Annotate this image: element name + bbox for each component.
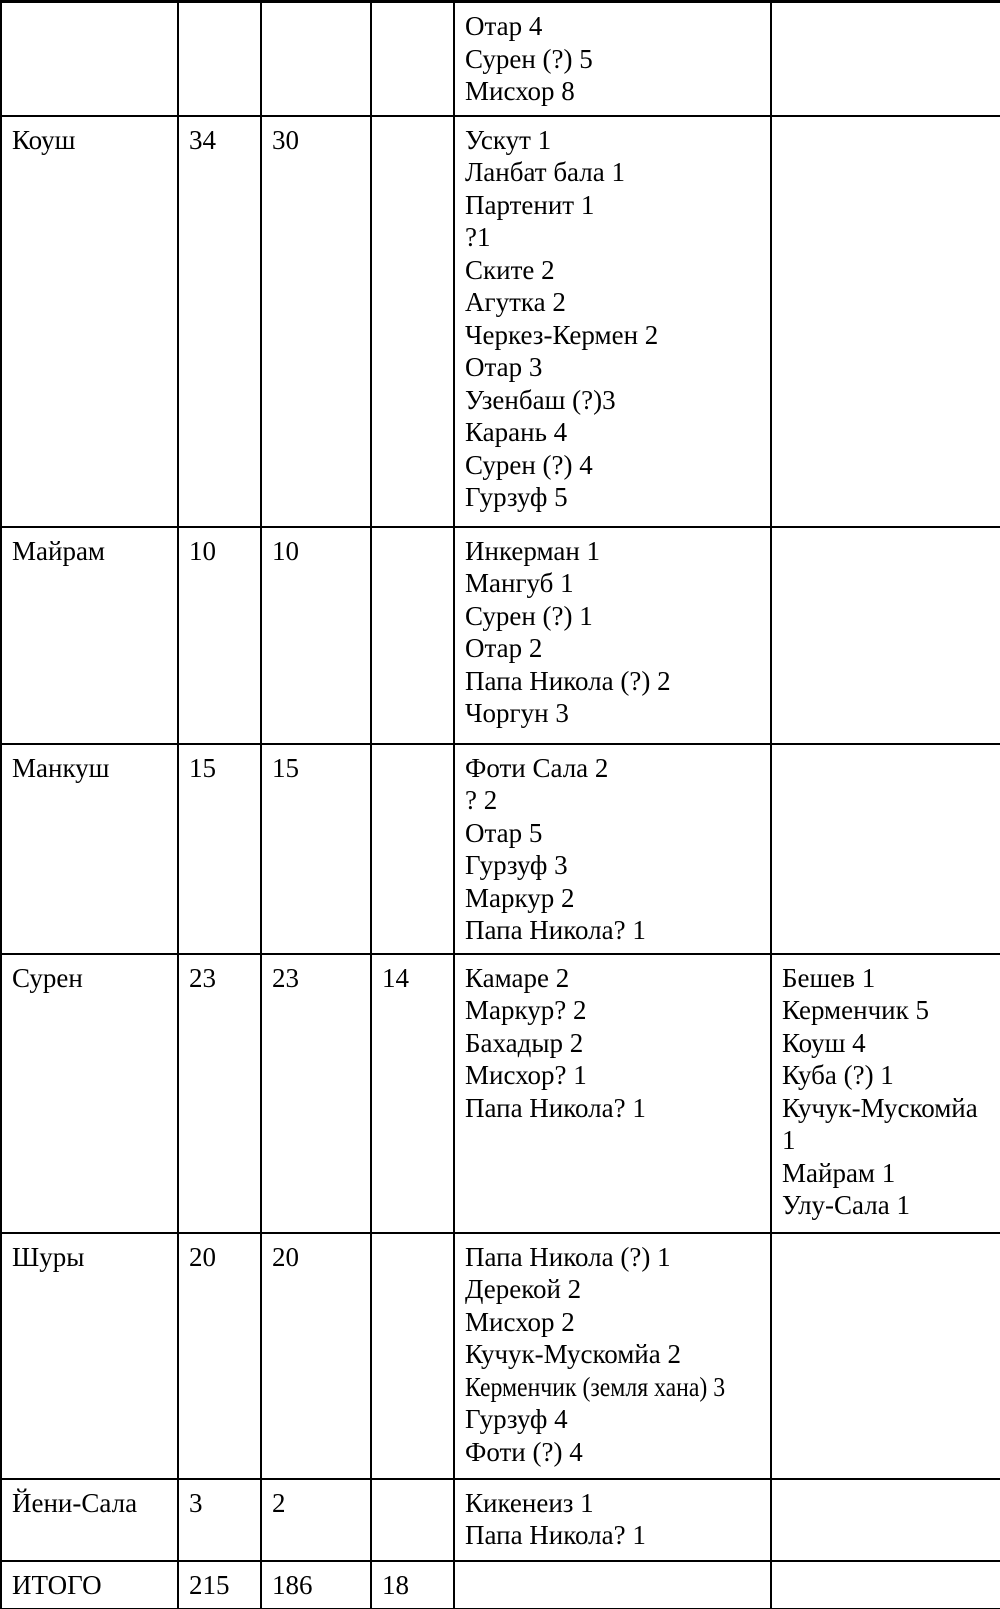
list-line: Гурзуф 5 — [465, 482, 568, 512]
list-line: Папа Никола? 1 — [465, 1092, 646, 1123]
cell-number-2: 186 — [261, 1561, 371, 1609]
list-line: Папа Никола (?) 2 — [465, 665, 671, 696]
cell-destinations-extra — [771, 744, 1000, 954]
list-line: Улу-Сала 1 — [782, 1190, 910, 1220]
list-line: Ускут 1 — [465, 124, 552, 155]
list-line: Отар 4 — [465, 11, 543, 41]
cell-number-2: 23 — [261, 954, 371, 1233]
table-row — [1, 2, 1000, 116]
list-line-text: Керменчик (земля хана) 3 — [465, 1371, 726, 1402]
list-line: Фоти (?) 4 — [465, 1436, 583, 1467]
cell-number-2: 15 — [261, 744, 371, 954]
cell-destinations — [454, 2, 771, 116]
table-row — [1, 527, 1000, 744]
cell-number-1: 34 — [178, 116, 261, 527]
list-line: Кучук-Мускомйа 1 — [782, 1092, 978, 1155]
cell-number-3 — [371, 744, 454, 954]
cell-number-3 — [371, 2, 454, 116]
table-row — [1, 1479, 1000, 1561]
list-line: Партенит 1 — [465, 189, 595, 220]
list-line: Кучук-Мускомйа 2 — [465, 1339, 681, 1369]
cell-number-1: 10 — [178, 527, 261, 744]
cell-settlement: ИТОГО — [1, 1561, 178, 1609]
cell-settlement: Йени-Сала — [1, 1479, 178, 1561]
list-line: Мангуб 1 — [465, 568, 574, 598]
list-line: Маркур? 2 — [465, 995, 587, 1025]
list-line: Кикенеиз 1 — [465, 1487, 594, 1518]
list-line: Гурзуф 3 — [465, 850, 568, 880]
cell-number-3 — [371, 1233, 454, 1479]
cell-destinations-extra — [771, 1561, 1000, 1609]
cell-destinations-extra — [771, 1479, 1000, 1561]
list-line — [465, 1371, 764, 1404]
list-line: Отар 3 — [465, 352, 543, 382]
list-line: Ланбат бала 1 — [465, 157, 625, 187]
table-row — [1, 116, 1000, 527]
cell-settlement — [1, 2, 178, 116]
list-line: Папа Никола? 1 — [465, 1520, 646, 1550]
list-line: Мисхор 8 — [465, 76, 575, 106]
list-line: Папа Никола (?) 1 — [465, 1241, 671, 1272]
cell-destinations-extra — [771, 527, 1000, 744]
cell-number-2: 2 — [261, 1479, 371, 1561]
list-line: Сурен (?) 5 — [465, 43, 593, 74]
cell-number-2: 30 — [261, 116, 371, 527]
list-line: Бешев 1 — [782, 962, 876, 993]
cell-number-1: 215 — [178, 1561, 261, 1609]
list-line: Ските 2 — [465, 254, 555, 285]
cell-settlement: Коуш — [1, 116, 178, 527]
list-line: Дерекой 2 — [465, 1274, 582, 1304]
list-line: Чоргун 3 — [465, 698, 569, 728]
table-body — [1, 2, 1000, 1609]
cell-destinations — [454, 527, 771, 744]
list-line: Мисхор? 1 — [465, 1060, 587, 1090]
list-line: Отар 2 — [465, 633, 543, 663]
list-line: Керменчик 5 — [782, 995, 929, 1025]
table-row — [1, 744, 1000, 954]
list-line: Маркур 2 — [465, 882, 575, 913]
list-line: Майрам 1 — [782, 1157, 896, 1188]
cell-number-1 — [178, 2, 261, 116]
table-row — [1, 954, 1000, 1233]
list-line: ?1 — [465, 222, 491, 252]
cell-destinations-extra — [771, 1233, 1000, 1479]
list-line: Бахадыр 2 — [465, 1027, 584, 1058]
list-line: Коуш 4 — [782, 1027, 866, 1058]
list-line: Карань 4 — [465, 417, 568, 447]
list-line: ? 2 — [465, 785, 498, 815]
list-line: Сурен (?) 1 — [465, 600, 593, 631]
cell-number-2: 20 — [261, 1233, 371, 1479]
table-row — [1, 1561, 1000, 1609]
cell-number-3: 14 — [371, 954, 454, 1233]
list-line: Папа Никола? 1 — [465, 915, 646, 945]
cell-destinations — [454, 744, 771, 954]
cell-number-1: 23 — [178, 954, 261, 1233]
cell-destinations-extra — [771, 116, 1000, 527]
cell-settlement: Шуры — [1, 1233, 178, 1479]
cell-destinations — [454, 116, 771, 527]
cell-number-2 — [261, 2, 371, 116]
cell-number-3 — [371, 116, 454, 527]
list-line: Фоти Сала 2 — [465, 752, 609, 783]
cell-number-1: 3 — [178, 1479, 261, 1561]
cell-destinations — [454, 1561, 771, 1609]
cell-number-3: 18 — [371, 1561, 454, 1609]
list-line: Агутка 2 — [465, 287, 566, 317]
cell-destinations — [454, 1233, 771, 1479]
cell-destinations-extra — [771, 954, 1000, 1233]
cell-destinations-extra — [771, 2, 1000, 116]
cell-number-2: 10 — [261, 527, 371, 744]
cell-settlement: Майрам — [1, 527, 178, 744]
cell-destinations — [454, 1479, 771, 1561]
cell-destinations — [454, 954, 771, 1233]
cell-settlement: Манкуш — [1, 744, 178, 954]
list-line: Гурзуф 4 — [465, 1404, 568, 1434]
cell-number-3 — [371, 1479, 454, 1561]
list-line: Камаре 2 — [465, 962, 570, 993]
list-line: Мисхор 2 — [465, 1306, 575, 1337]
cell-number-1: 15 — [178, 744, 261, 954]
cell-number-1: 20 — [178, 1233, 261, 1479]
list-line: Инкерман 1 — [465, 535, 601, 566]
cell-number-3 — [371, 527, 454, 744]
list-line: Сурен (?) 4 — [465, 449, 593, 480]
list-line: Отар 5 — [465, 817, 543, 848]
list-line: Узенбаш (?)3 — [465, 384, 616, 415]
cell-settlement: Сурен — [1, 954, 178, 1233]
list-line: Черкез-Кермен 2 — [465, 319, 659, 350]
table-row — [1, 1233, 1000, 1479]
list-line: Куба (?) 1 — [782, 1060, 894, 1090]
